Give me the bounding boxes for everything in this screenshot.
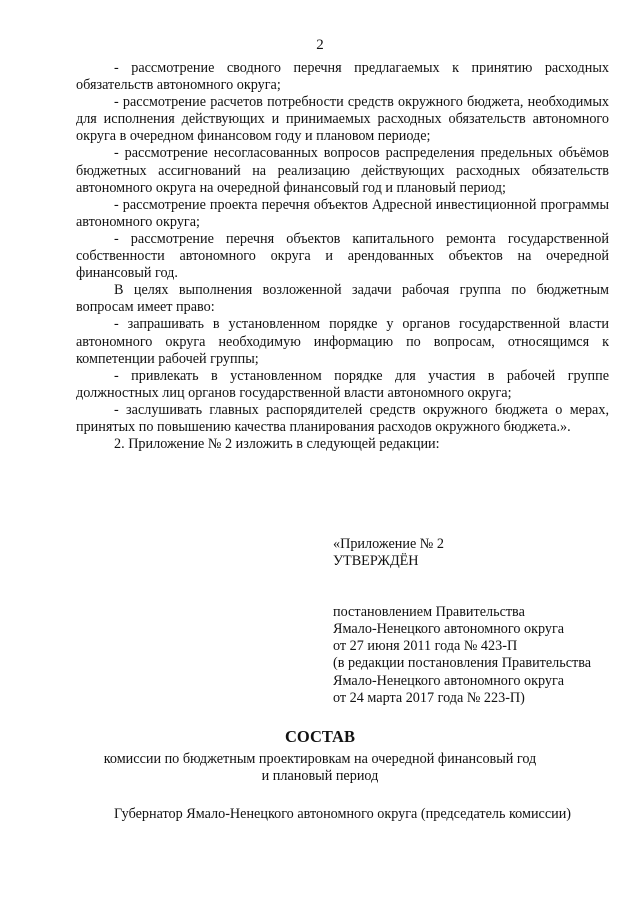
annex-label: «Приложение № 2 <box>333 536 444 552</box>
approval-block <box>333 536 623 707</box>
paragraph-4: - рассмотрение проекта перечня объектов Адресной инвестиционной программы автономного округа; <box>76 196 609 230</box>
paragraph-1: - рассмотрение сводного перечня предлагаемых к принятию расходных обязательств автономного округа; <box>76 60 609 94</box>
approval-line: Ямало-Ненецкого автономного округа <box>333 672 565 689</box>
subtitle-line: и плановый период <box>261 768 379 785</box>
approval-line: от 27 июня 2011 года № 423-П <box>333 638 518 655</box>
first-member: Губернатор Ямало-Ненецкого автономного округа (председатель комиссии) <box>114 806 572 822</box>
paragraph-10: 2. Приложение № 2 изложить в следующей редакции: <box>114 436 440 453</box>
paragraph-6: В целях выполнения возложенной задачи рабочая группа по бюджетным вопросам имеет право: <box>76 282 609 316</box>
composition-title: СОСТАВ <box>285 727 355 746</box>
subtitle-line: комиссии по бюджетным проектировкам на очередной финансовый год <box>103 751 537 767</box>
approval-line: от 24 марта 2017 года № 223-П) <box>333 689 525 706</box>
approval-line: Ямало-Ненецкого автономного округа <box>333 621 565 638</box>
approval-line: постановлением Правительства <box>333 604 525 621</box>
paragraph-3: - рассмотрение несогласованных вопросов распределения предельных объёмов бюджетных ассигнований на реализацию действующих расходных обязательств автономного округа на очередной финансовый год и плановый период; <box>76 145 609 196</box>
approval-line: (в редакции постановления Правительства <box>333 655 592 672</box>
composition-subtitle <box>0 751 640 785</box>
paragraph-9: - заслушивать главных распорядителей средств окружного бюджета о мерах, принятых по повышению качества планирования расходов окружного бюджета.». <box>76 401 609 435</box>
approval-gap <box>333 587 623 604</box>
paragraph-5: - рассмотрение перечня объектов капитального ремонта государственной собственности автономного округа и арендованных объектов на очередной финансовый год. <box>76 230 609 282</box>
approval-gap <box>333 570 623 587</box>
page-number: 2 <box>316 37 324 53</box>
approved-label: УТВЕРЖДЁН <box>333 553 419 570</box>
paragraph-2: - рассмотрение расчетов потребности средств окружного бюджета, необходимых для исполнения действующих и принимаемых расходных обязательств автономного округа в очередном финансовом году и плановом периоде; <box>76 94 609 145</box>
paragraph-8: - привлекать в установленном порядке для участия в рабочей группе должностных лиц органов государственной власти автономного округа; <box>76 367 609 401</box>
paragraph-7: - запрашивать в установленном порядке у органов государственной власти автономного округа необходимую информацию по вопросам, относящимся к компетенции рабочей группы; <box>76 316 609 367</box>
body-text <box>76 60 609 453</box>
